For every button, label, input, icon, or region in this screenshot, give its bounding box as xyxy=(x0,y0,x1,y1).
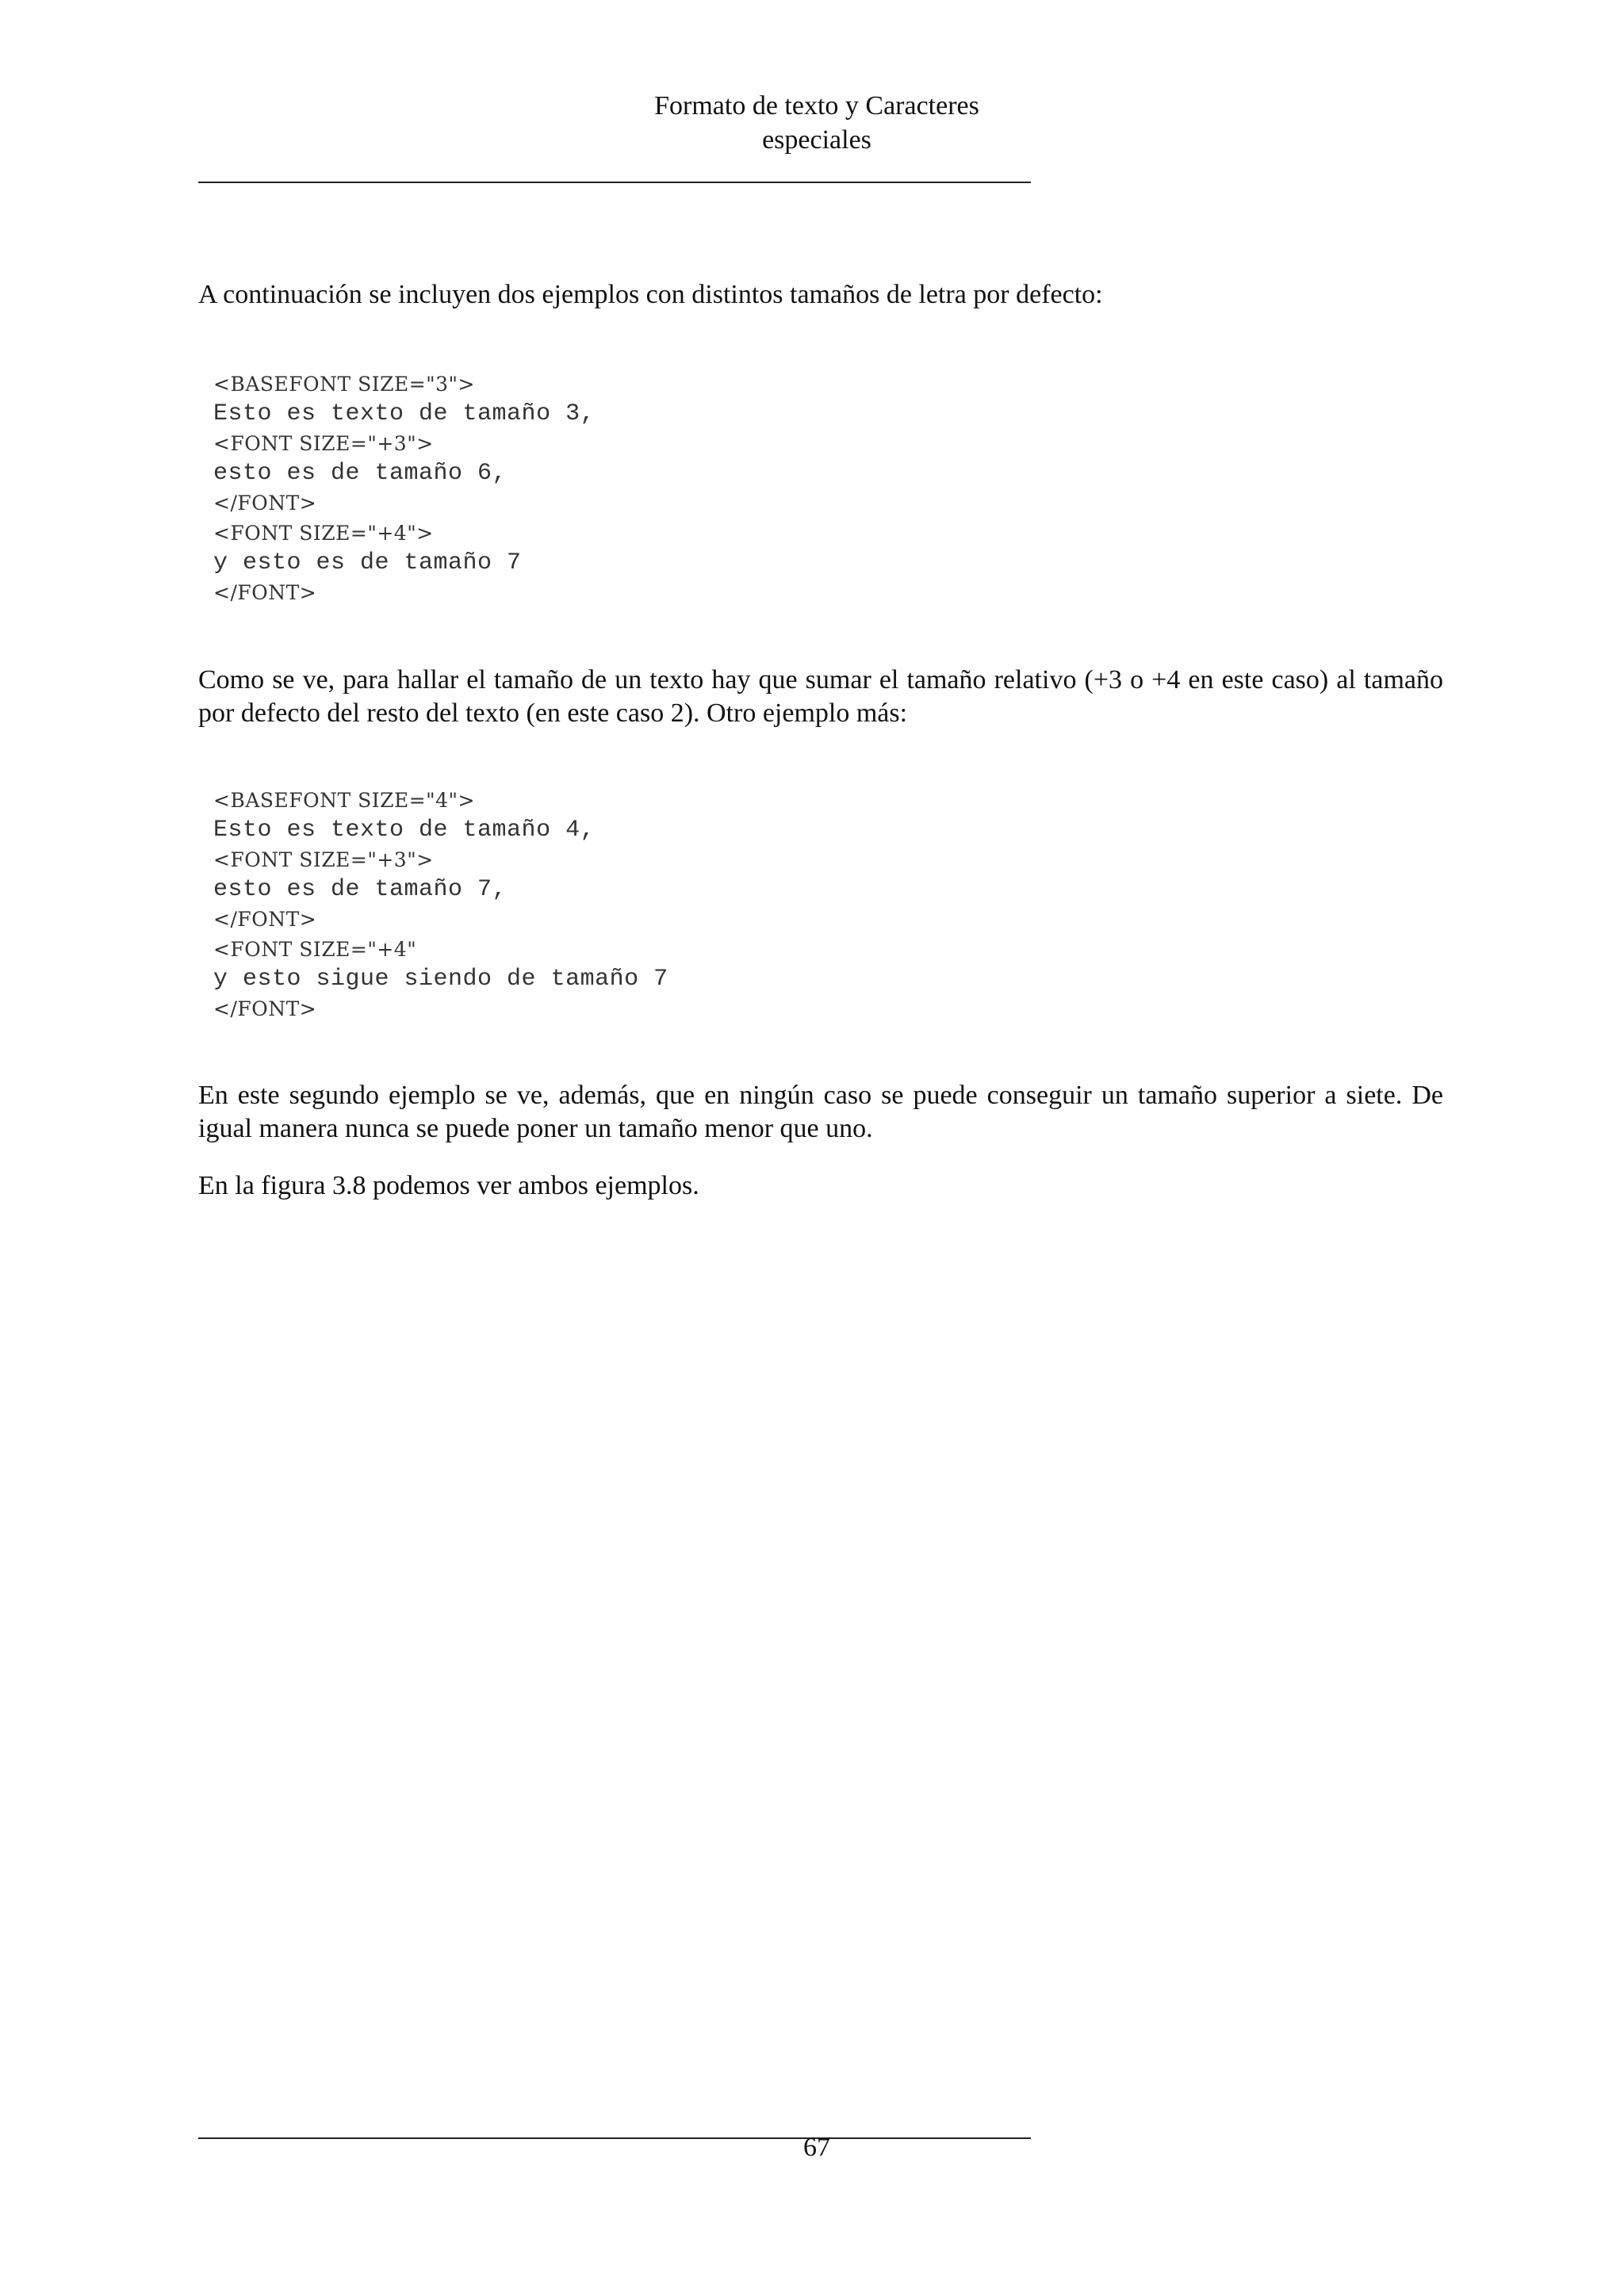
code-line: Esto es texto de tamaño 4, xyxy=(213,817,596,844)
code-line: <FONT SIZE="+4" xyxy=(213,937,417,961)
running-header xyxy=(555,89,1078,157)
code-example-2 xyxy=(213,786,1165,1024)
code-line: Esto es texto de tamaño 3, xyxy=(213,400,596,428)
code-line: <FONT SIZE="+3"> xyxy=(213,432,434,456)
code-example-1 xyxy=(213,369,1165,607)
footer-rule xyxy=(198,2137,1031,2139)
code-line: </FONT> xyxy=(213,492,317,515)
code-line: </FONT> xyxy=(213,908,317,932)
code-line: <BASEFONT SIZE="3"> xyxy=(213,373,476,396)
header-title-line-1: Formato de texto y Caracteres xyxy=(654,91,979,121)
code-line: y esto sigue siendo de tamaño 7 xyxy=(213,965,668,993)
header-title-line-2: especiales xyxy=(762,125,871,155)
code-line: <BASEFONT SIZE="4"> xyxy=(213,789,476,813)
explanation-paragraph: Como se ve, para hallar el tamaño de un texto hay que sumar el tamaño relativo (+3 o +4 en este caso) al tamaño por defecto del resto del texto (en este caso 2). Otro ejemplo más: xyxy=(198,665,1443,728)
code-line: <FONT SIZE="+4"> xyxy=(213,521,434,545)
second-example-paragraph: En este segundo ejemplo se ve, además, que en ningún caso se puede conseguir un tamaño superior a siete. De igual manera nunca se puede poner un tamaño menor que uno. xyxy=(198,1081,1443,1143)
code-line: </FONT> xyxy=(213,580,317,604)
code-line: esto es de tamaño 6, xyxy=(213,460,508,488)
page-number: 67 xyxy=(803,2133,830,2162)
code-line: </FONT> xyxy=(213,997,317,1020)
intro-paragraph: A continuación se incluyen dos ejemplos con distintos tamaños de letra por defecto: xyxy=(198,280,1103,309)
code-line: y esto es de tamaño 7 xyxy=(213,549,522,576)
code-line: <FONT SIZE="+3"> xyxy=(213,848,434,872)
code-line: esto es de tamaño 7, xyxy=(213,876,508,904)
header-rule xyxy=(198,182,1031,183)
figure-reference-paragraph: En la figura 3.8 podemos ver ambos ejemplos. xyxy=(198,1171,699,1200)
